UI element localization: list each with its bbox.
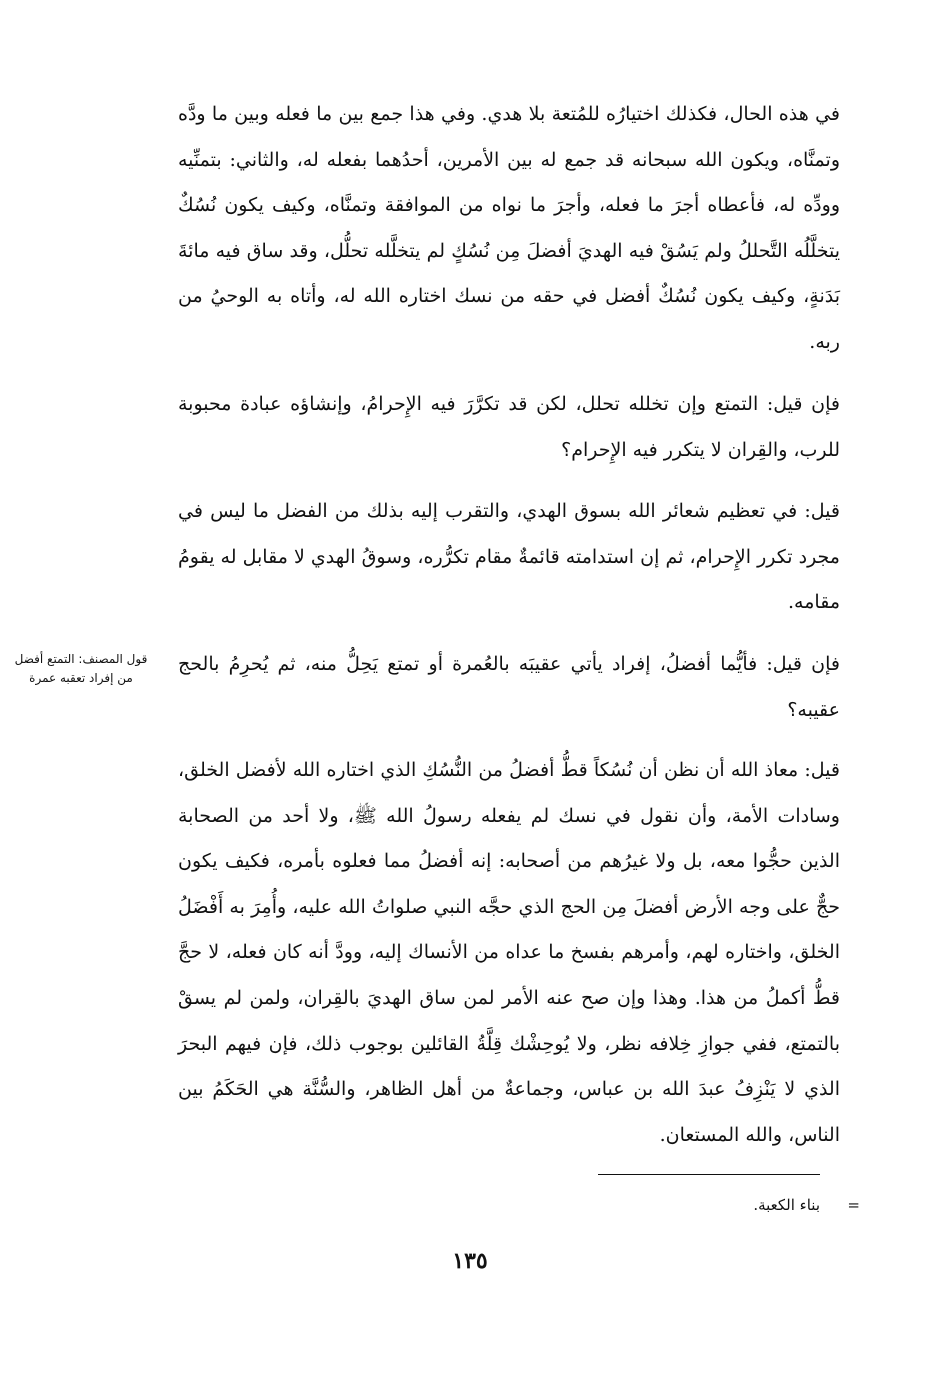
paragraph-2: فإن قيل: التمتع وإن تخلله تحلل، لكن قد تكرَّرَ فيه الإِحرامُ، وإنشاؤه عبادة محبوبة للرب، والقِران لا يتكرر فيه الإِحرام؟: [178, 393, 840, 461]
paragraph-1: في هذه الحال، فكذلك اختيارُه للمُتعة بلا هدي. وفي هذا جمع بين ما فعله وبين ما ودَّه وتمنَّاه، ويكون الله سبحانه قد جمع له بين الأمرين، أحدُهما بفعله له، والثاني: بتمنِّيه وودِّه له، فأعطاه أجرَ ما فعله، وأجرَ ما نواه من الموافقة وتمنَّاه، وكيف يكون نُسُكٌ يتخلَّلُه التَّحللُ ولم يَسُقْ فيه الهديَ أفضلَ مِن نُسُكٍ لم يتخلَّله تحلُّل، وقد ساق فيه مائةَ بَدَنةٍ، وكيف يكون نُسُكٌ أفضل في حقه من نسك اختاره الله له، وأتاه به الوحيُ من ربه.: [178, 103, 840, 353]
footnote-separator: [598, 1174, 820, 1175]
footnote-text: بناء الكعبة.: [753, 1196, 820, 1214]
footnote-continuation-mark: =: [847, 1196, 860, 1214]
paragraph-3: قيل: في تعظيم شعائر الله بسوق الهدي، والتقرب إليه بذلك من الفضل ما ليس في مجرد تكرر الإِحرام، ثم إن استدامته قائمةٌ مقام تكرُّره، وسوقُ الهدي لا مقابل له يقومُ مقامه.: [178, 500, 840, 614]
paragraph-5: قيل: معاذ الله أن نظن أن نُسُكاً قطُّ أفضلُ من النُّسُكِ الذي اختاره الله لأفضل الخلق، وسادات الأمة، وأن نقول في نسك لم يفعله رسولُ الله ﷺ، ولا أحد من الصحابة الذين حجُّوا معه، بل ولا غيرُهم من أصحابه: إنه أفضلُ مما فعلوه بأمره، فكيف يكون حجٌّ على وجه الأرض أفضلَ مِن الحج الذي حجَّه النبي صلواتُ الله عليه، وأُمِرَ به أَفْضَلُ الخلق، واختاره لهم، وأمرهم بفسخ ما عداه من الأنساك إليه، وودَّ أنه كان فعله، لا حجَّ قطُّ أكملُ من هذا. وهذا وإن صح عنه الأمر لمن ساق الهديَ بالقِران، ولمن لم يسقْ بالتمتع، ففي جوازِ خِلافه نظر، ولا يُوحِشْك قِلَّةُ القائلين بوجوب ذلك، فإن فيهم البحرَ الذي لا يَنْزِفُ عبدَ الله بن عباس، وجماعةٌ من أهل الظاهر، والسُّنَّة هي الحَكَمُ بين الناس، والله المستعان.: [178, 759, 841, 1146]
margin-note: قول المصنف: التمتع أفضل من إفراد تعقبه عمرة: [14, 652, 148, 685]
paragraph-4: فإن قيل: فأيُّما أفضلُ، إفراد يأتي عقيبَه بالعُمرة أو تمتع يَحِلُّ منه، ثم يُحرِمُ بالحج عقيبه؟: [178, 653, 840, 721]
page-number: ١٣٥: [452, 1248, 488, 1274]
